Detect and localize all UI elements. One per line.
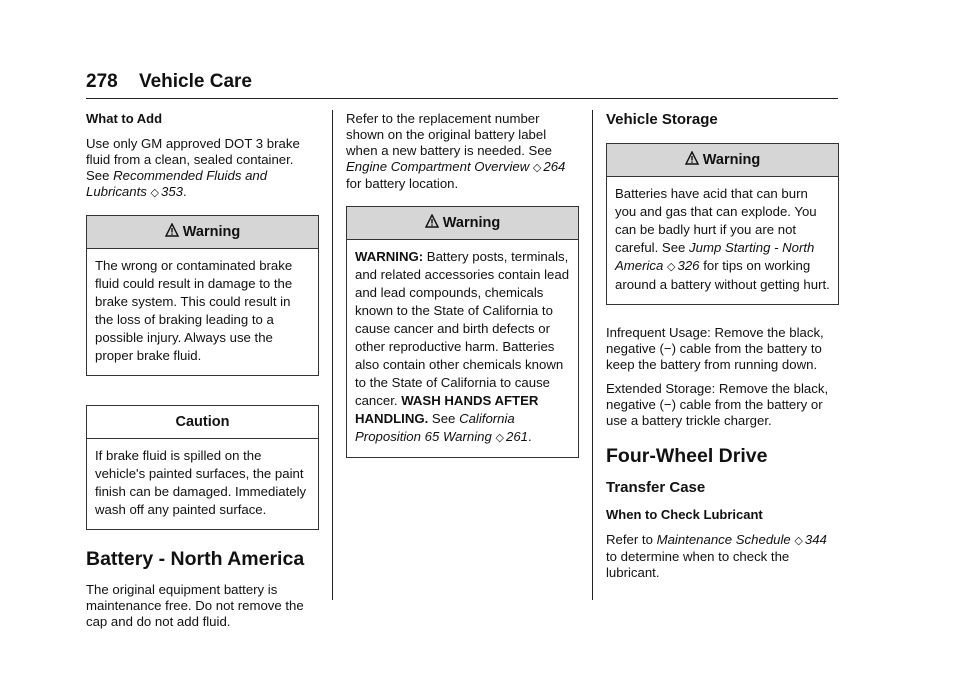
warning-box-title: Warning <box>442 215 501 231</box>
warning-box-title: Warning <box>702 152 761 168</box>
caution-box-paint <box>86 405 319 530</box>
warning-box-battery-acid <box>606 143 839 305</box>
warning-text: Batteries have acid that can burn you and gas that can explode. You can be badly hurt if you are not careful. See <box>615 186 817 255</box>
page-ref[interactable] <box>794 532 826 547</box>
subsection-heading-transfer-case: Transfer Case <box>606 479 706 496</box>
page-ref[interactable] <box>496 429 528 444</box>
warning-box-header <box>87 216 318 249</box>
page-ref[interactable] <box>667 258 699 273</box>
warning-box-header <box>607 144 838 177</box>
paragraph-extended-storage: Extended Storage: Remove the black, negative (−) cable from the battery or use a battery trickle charger. <box>606 381 829 428</box>
caution-box-title: Caution <box>175 414 230 430</box>
paragraph-battery-maintenance: The original equipment battery is maintenance free. Do not remove the cap and do not add fluid. <box>86 582 304 629</box>
paragraph-check-lubricant <box>606 532 839 581</box>
page-ref-number[interactable]: 344 <box>804 532 827 547</box>
page-ref-arrow-icon: ◇ <box>532 162 542 174</box>
column-3 <box>606 111 839 589</box>
section-heading-four-wheel-drive: Four-Wheel Drive <box>606 445 768 467</box>
page-header <box>86 71 838 93</box>
warning-wash-hands: WASH HANDS AFTER HANDLING. <box>355 393 539 426</box>
link-prop65-warning[interactable]: California Proposition 65 Warning <box>355 411 515 444</box>
paragraph-text: Refer to the replacement number shown on the original battery label when a new battery is needed. See <box>346 111 553 158</box>
warning-triangle-icon <box>425 214 439 228</box>
heading-vehicle-storage: Vehicle Storage <box>606 111 718 128</box>
warning-box-brake-fluid <box>86 215 319 376</box>
page-ref[interactable] <box>533 159 565 174</box>
chapter-title: Vehicle Care <box>138 71 253 92</box>
warning-see: See <box>428 411 460 426</box>
warning-triangle-icon <box>685 151 699 165</box>
paragraph-infrequent-usage: Infrequent Usage: Remove the black, negative (−) cable from the battery to keep the battery from running down. <box>606 325 824 372</box>
warning-box-body <box>347 240 578 457</box>
paragraph-replacement-battery <box>346 111 579 192</box>
header-rule <box>86 98 838 99</box>
page-ref-number[interactable]: 264 <box>543 159 566 174</box>
section-heading-battery: Battery - North America <box>86 548 305 570</box>
column-1 <box>86 111 319 638</box>
link-jump-starting[interactable]: Jump Starting - North America <box>615 240 815 273</box>
page-ref-number[interactable]: 261 <box>505 429 528 444</box>
warning-label: WARNING: <box>355 249 424 264</box>
caution-box-header <box>87 406 318 439</box>
link-engine-compartment[interactable]: Engine Compartment Overview <box>346 159 530 174</box>
page-ref-arrow-icon: ◇ <box>150 187 159 199</box>
page-ref[interactable] <box>151 184 183 199</box>
page-number: 278 <box>86 71 118 92</box>
warning-box-body: The wrong or contaminated brake fluid could result in damage to the brake system. This could result in the loss of braking leading to a possible injury. Always use the proper brake fluid. <box>95 258 293 363</box>
paragraph-text: Refer to <box>606 532 657 547</box>
link-recommended-fluids[interactable]: Recommended Fluids and Lubricants <box>86 168 268 199</box>
paragraph-end: to determine when to check the lubricant. <box>606 549 790 580</box>
warning-box-header <box>347 207 578 240</box>
warning-text: Battery posts, terminals, and related accessories contain lead and lead compounds, chemicals known to the State of California to cause cancer and birth defects or other reproductive harm. Batteries also contain other chemicals known to the State of California to cause cancer. <box>355 249 570 408</box>
page-ref-arrow-icon: ◇ <box>495 432 504 444</box>
warning-box-title: Warning <box>182 224 241 240</box>
paragraph-brake-fluid <box>86 136 319 201</box>
paragraph-end: . <box>183 184 187 199</box>
page-ref-arrow-icon: ◇ <box>667 261 676 273</box>
page-ref-number[interactable]: 326 <box>677 258 700 273</box>
column-divider-1 <box>332 110 333 600</box>
subheading-what-to-add: What to Add <box>86 111 163 126</box>
column-2 <box>346 111 579 458</box>
warning-end: for tips on working around a battery without getting hurt. <box>615 258 830 292</box>
warning-box-body <box>607 177 838 304</box>
page-ref-number[interactable]: 353 <box>161 184 184 199</box>
paragraph-end: for battery location. <box>346 176 459 191</box>
column-divider-2 <box>592 110 593 600</box>
warning-end: . <box>528 429 532 444</box>
caution-box-body: If brake fluid is spilled on the vehicle's painted surfaces, the paint finish can be damaged. Immediately wash off any painted surface. <box>95 448 307 517</box>
link-maintenance-schedule[interactable]: Maintenance Schedule <box>656 532 791 547</box>
paragraph-text: Use only GM approved DOT 3 brake fluid from a clean, sealed container. See <box>86 136 300 183</box>
warning-box-prop65 <box>346 206 579 458</box>
subheading-when-to-check: When to Check Lubricant <box>606 507 763 522</box>
warning-triangle-icon <box>165 223 179 237</box>
page-ref-arrow-icon: ◇ <box>794 535 803 547</box>
